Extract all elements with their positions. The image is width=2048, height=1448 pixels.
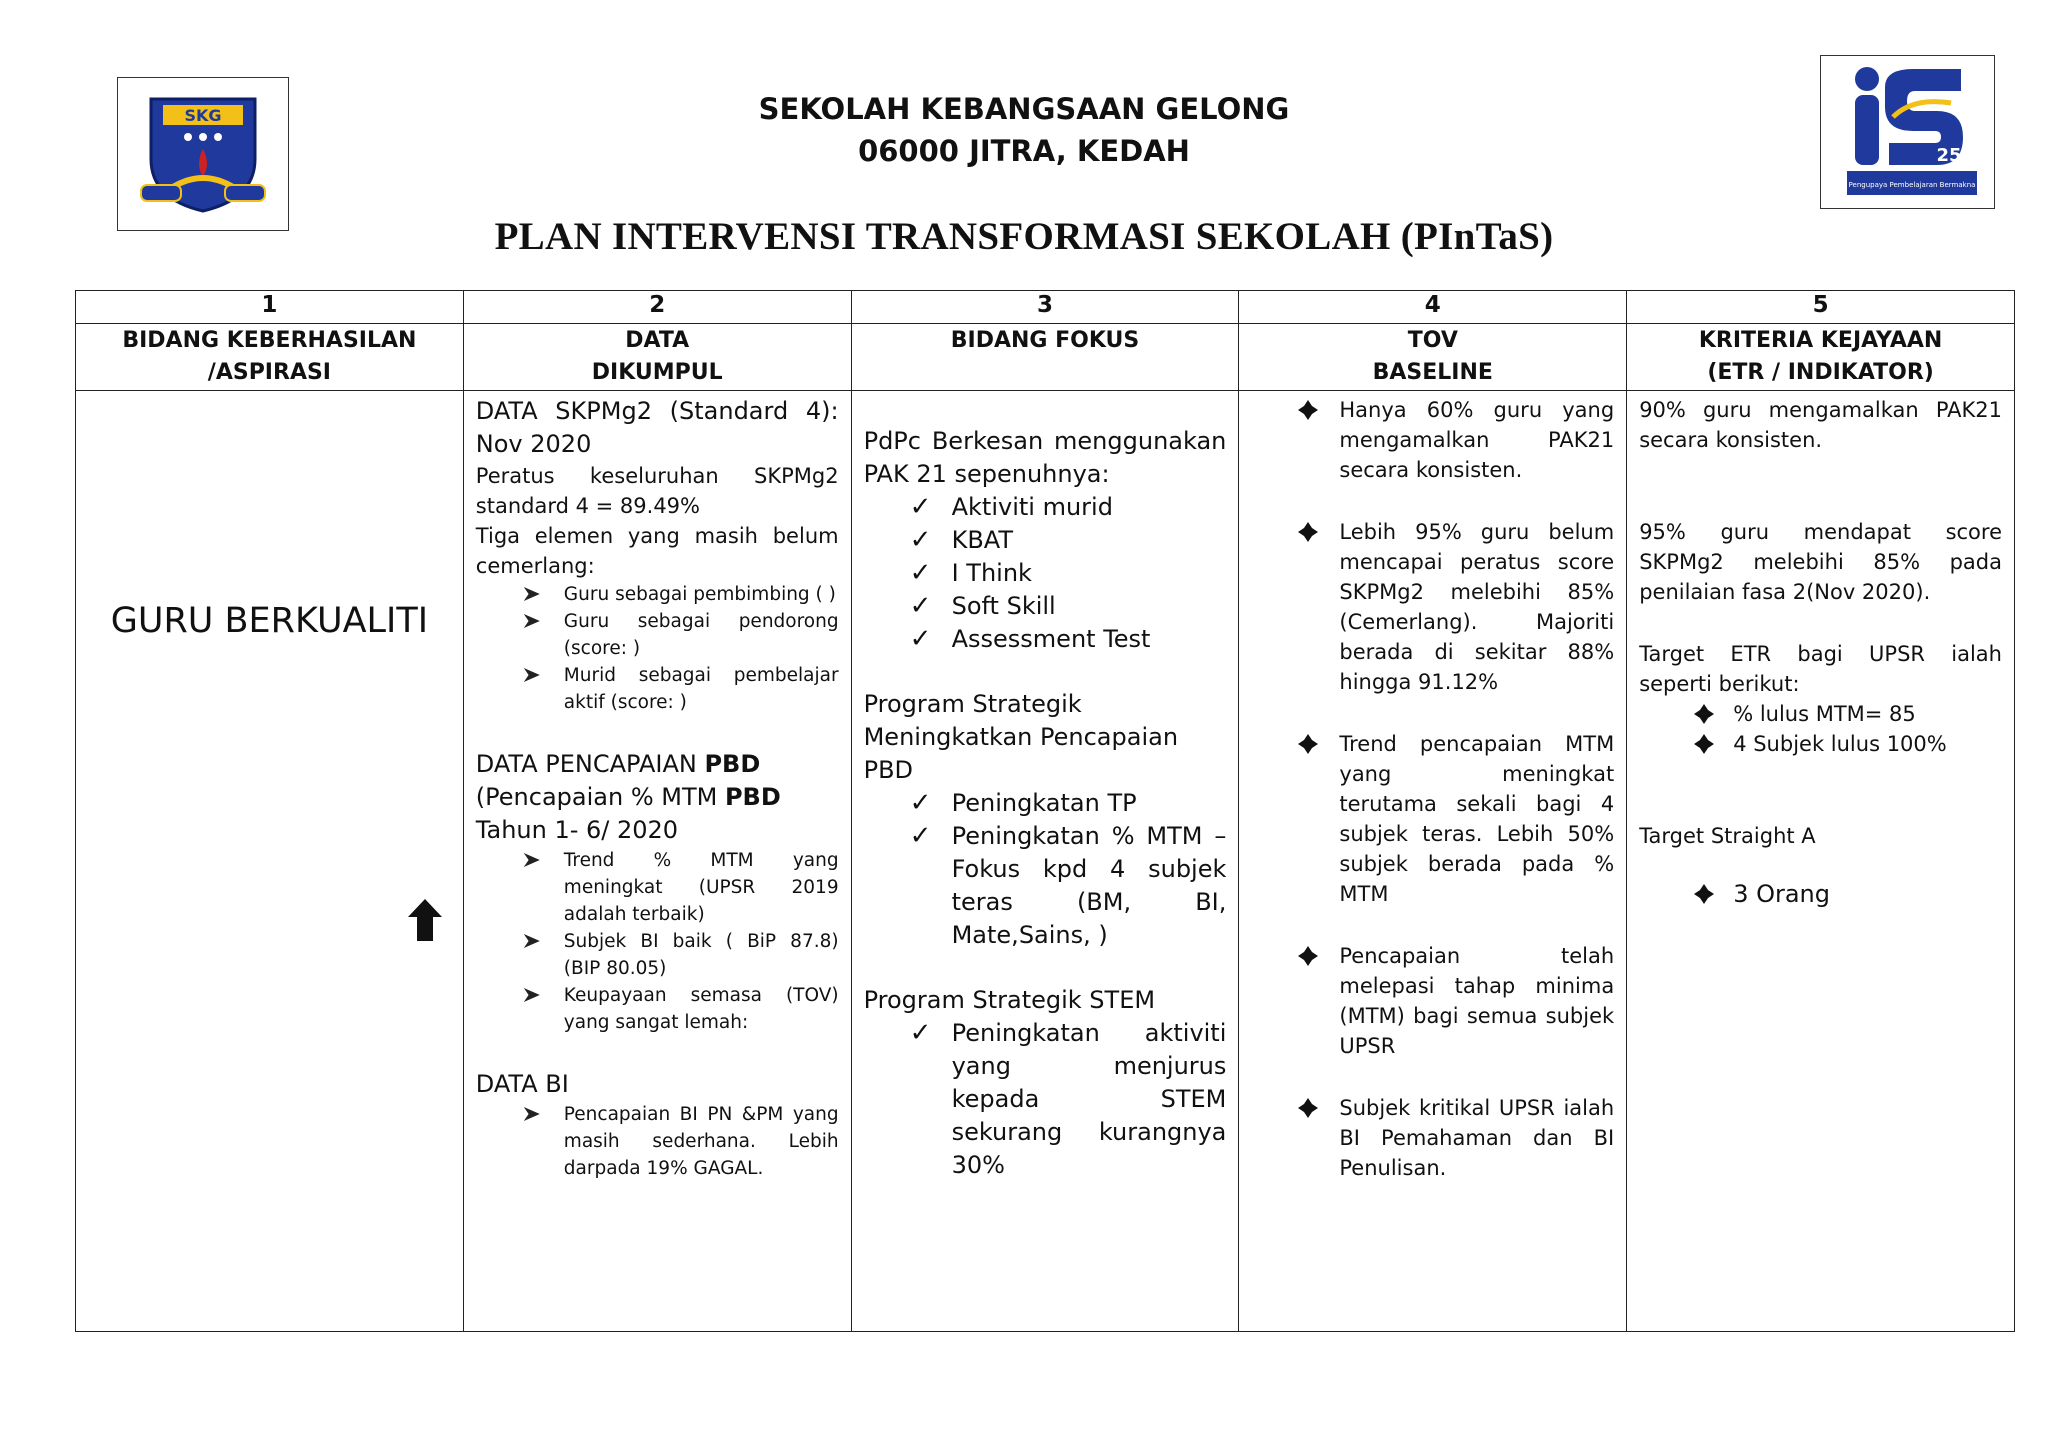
kriteria-kejayaan-cell: [1627, 391, 2015, 1332]
ts25-caption: Pengupaya Pembelajaran Bermakna: [1848, 181, 1975, 189]
ts25-number: 25: [1935, 145, 1962, 166]
crest-text: SKG: [184, 106, 222, 125]
column-header-row: [76, 324, 2015, 391]
skpm-elements-intro: Tiga elemen yang masih belum cemerlang:: [475, 524, 839, 578]
header-data-dikumpul: DATA DIKUMPUL: [463, 324, 851, 391]
diamond-bullet-icon: [1297, 945, 1319, 967]
tov-baseline-cell: [1239, 391, 1627, 1332]
diamond-bullet-icon: [1297, 1097, 1319, 1119]
etr-pak21: 90% guru mengamalkan PAK21 secara konsisten.: [1639, 398, 2002, 452]
list-item: Pencapaian telah melepasi tahap minima (MTM) bagi semua subjek UPSR: [1297, 941, 1614, 1061]
list-item: Subjek BI baik ( BiP 87.8) (BIP 80.05): [476, 928, 839, 982]
skpm-title: DATA SKPMg2 (Standard 4): Nov 2020: [475, 397, 839, 458]
column-number-row: [76, 291, 2015, 324]
pdpc-list: [864, 491, 1227, 656]
aspirasi-cell: [76, 391, 464, 1332]
pbd-list: [476, 847, 839, 1036]
ts25-icon: [1833, 57, 1983, 207]
stem-list: [864, 1017, 1227, 1182]
list-item: ✓ Peningkatan TP: [909, 788, 1137, 818]
diamond-bullet-icon: [1693, 733, 1715, 755]
bidang-fokus-cell: [851, 391, 1239, 1332]
col-number: 1: [76, 291, 464, 324]
diamond-bullet-icon: [1297, 399, 1319, 421]
header-tov-baseline: TOV BASELINE: [1239, 324, 1627, 391]
pbd-title: DATA PENCAPAIAN PBD: [475, 750, 761, 778]
list-item: ✓ Peningkatan % MTM – Fokus kpd 4 subjek teras (BM, BI, Mate,Sains, ): [909, 821, 1227, 949]
skpm-elements-list: [476, 581, 839, 716]
header-bidang-fokus: BIDANG FOKUS: [851, 324, 1239, 391]
list-item: Subjek kritikal UPSR ialah BI Pemahaman dan BI Penulisan.: [1297, 1093, 1614, 1183]
stem-intro: Program Strategik STEM: [863, 986, 1156, 1014]
body-row: [76, 391, 2015, 1332]
list-item: ✓ Aktiviti murid: [909, 492, 1113, 522]
col-number: 3: [851, 291, 1239, 324]
pbd-program-intro: Program Strategik Meningkatkan Pencapaian PBD: [863, 690, 1179, 784]
list-item: Guru sebagai pendorong (score: ): [476, 608, 839, 662]
check-icon: ✓: [909, 624, 932, 654]
check-icon: ✓: [909, 788, 932, 818]
bi-list: [476, 1101, 839, 1182]
list-item: Murid sebagai pembelajar aktif (score: ): [476, 662, 839, 716]
diamond-bullet-icon: [1693, 703, 1715, 725]
list-item: Hanya 60% guru yang mengamalkan PAK21 secara konsisten.: [1297, 395, 1614, 485]
diamond-bullet-icon: [1693, 883, 1715, 905]
list-item: Guru sebagai pembimbing ( ): [476, 581, 839, 608]
check-icon: ✓: [909, 525, 932, 555]
list-item: 3 Orang: [1693, 879, 2002, 909]
aspirasi-text: GURU BERKUALITI: [110, 601, 429, 641]
header-kriteria-kejayaan: KRITERIA KEJAYAAN (ETR / INDIKATOR): [1627, 324, 2015, 391]
document-title: PLAN INTERVENSI TRANSFORMASI SEKOLAH (PInTaS): [494, 215, 1554, 258]
pdpc-intro: PdPc Berkesan menggunakan PAK 21 sepenuhnya:: [863, 427, 1227, 488]
col-number: 5: [1627, 291, 2015, 324]
list-item: Trend % MTM yang meningkat (UPSR 2019 adalah terbaik): [476, 847, 839, 928]
diamond-bullet-icon: [1297, 733, 1319, 755]
list-item: Pencapaian BI PN &PM yang masih sederhana. Lebih darpada 19% GAGAL.: [476, 1101, 839, 1182]
straight-a-title: Target Straight A: [1639, 824, 1816, 848]
check-icon: ✓: [909, 492, 932, 522]
col-number: 2: [463, 291, 851, 324]
school-address: 06000 JITRA, KEDAH: [858, 134, 1190, 168]
bi-title: DATA BI: [475, 1070, 569, 1098]
plan-table: [75, 290, 2015, 1332]
check-icon: ✓: [909, 1018, 932, 1048]
list-item: ✓ KBAT: [909, 525, 1014, 555]
list-item: Keupayaan semasa (TOV) yang sangat lemah:: [476, 982, 839, 1036]
ts25-logo: [1820, 55, 1995, 209]
etr-skpm: 95% guru mendapat score SKPMg2 melebihi 85% pada penilaian fasa 2(Nov 2020).: [1639, 520, 2002, 604]
list-item: Lebih 95% guru belum mencapai peratus score SKPMg2 melebihi 85% (Cemerlang). Majoriti berada di sekitar 88% hingga 91.12%: [1297, 517, 1614, 697]
list-item: ✓ Assessment Test: [909, 624, 1151, 654]
pbd-program-list: [864, 787, 1227, 952]
skpm-overall: Peratus keseluruhan SKPMg2 standard 4 = 89.49%: [475, 464, 839, 518]
pbd-subtitle: (Pencapaian % MTM PBD Tahun 1- 6/ 2020: [475, 783, 781, 844]
etr-upsr-intro: Target ETR bagi UPSR ialah seperti berikut:: [1639, 642, 2002, 696]
list-item: ✓ Peningkatan aktiviti yang menjurus kepada STEM sekurang kurangnya 30%: [909, 1018, 1227, 1179]
school-name: SEKOLAH KEBANGSAAN GELONG: [758, 92, 1290, 126]
list-item: 4 Subjek lulus 100%: [1693, 729, 2002, 759]
col-number: 4: [1239, 291, 1627, 324]
up-arrow-icon: [406, 897, 444, 943]
diamond-bullet-icon: [1297, 521, 1319, 543]
check-icon: ✓: [909, 591, 932, 621]
list-item: ✓ I Think: [909, 558, 1032, 588]
header-bidang-keberhasilan: BIDANG KEBERHASILAN /ASPIRASI: [76, 324, 464, 391]
list-item: ✓ Soft Skill: [909, 591, 1056, 621]
list-item: % lulus MTM= 85: [1693, 699, 2002, 729]
list-item: Trend pencapaian MTM yang meningkat terutama sekali bagi 4 subjek teras. Lebih 50% subjek berada pada % MTM: [1297, 729, 1614, 909]
check-icon: ✓: [909, 558, 932, 588]
data-dikumpul-cell: [463, 391, 851, 1332]
check-icon: ✓: [909, 821, 932, 851]
